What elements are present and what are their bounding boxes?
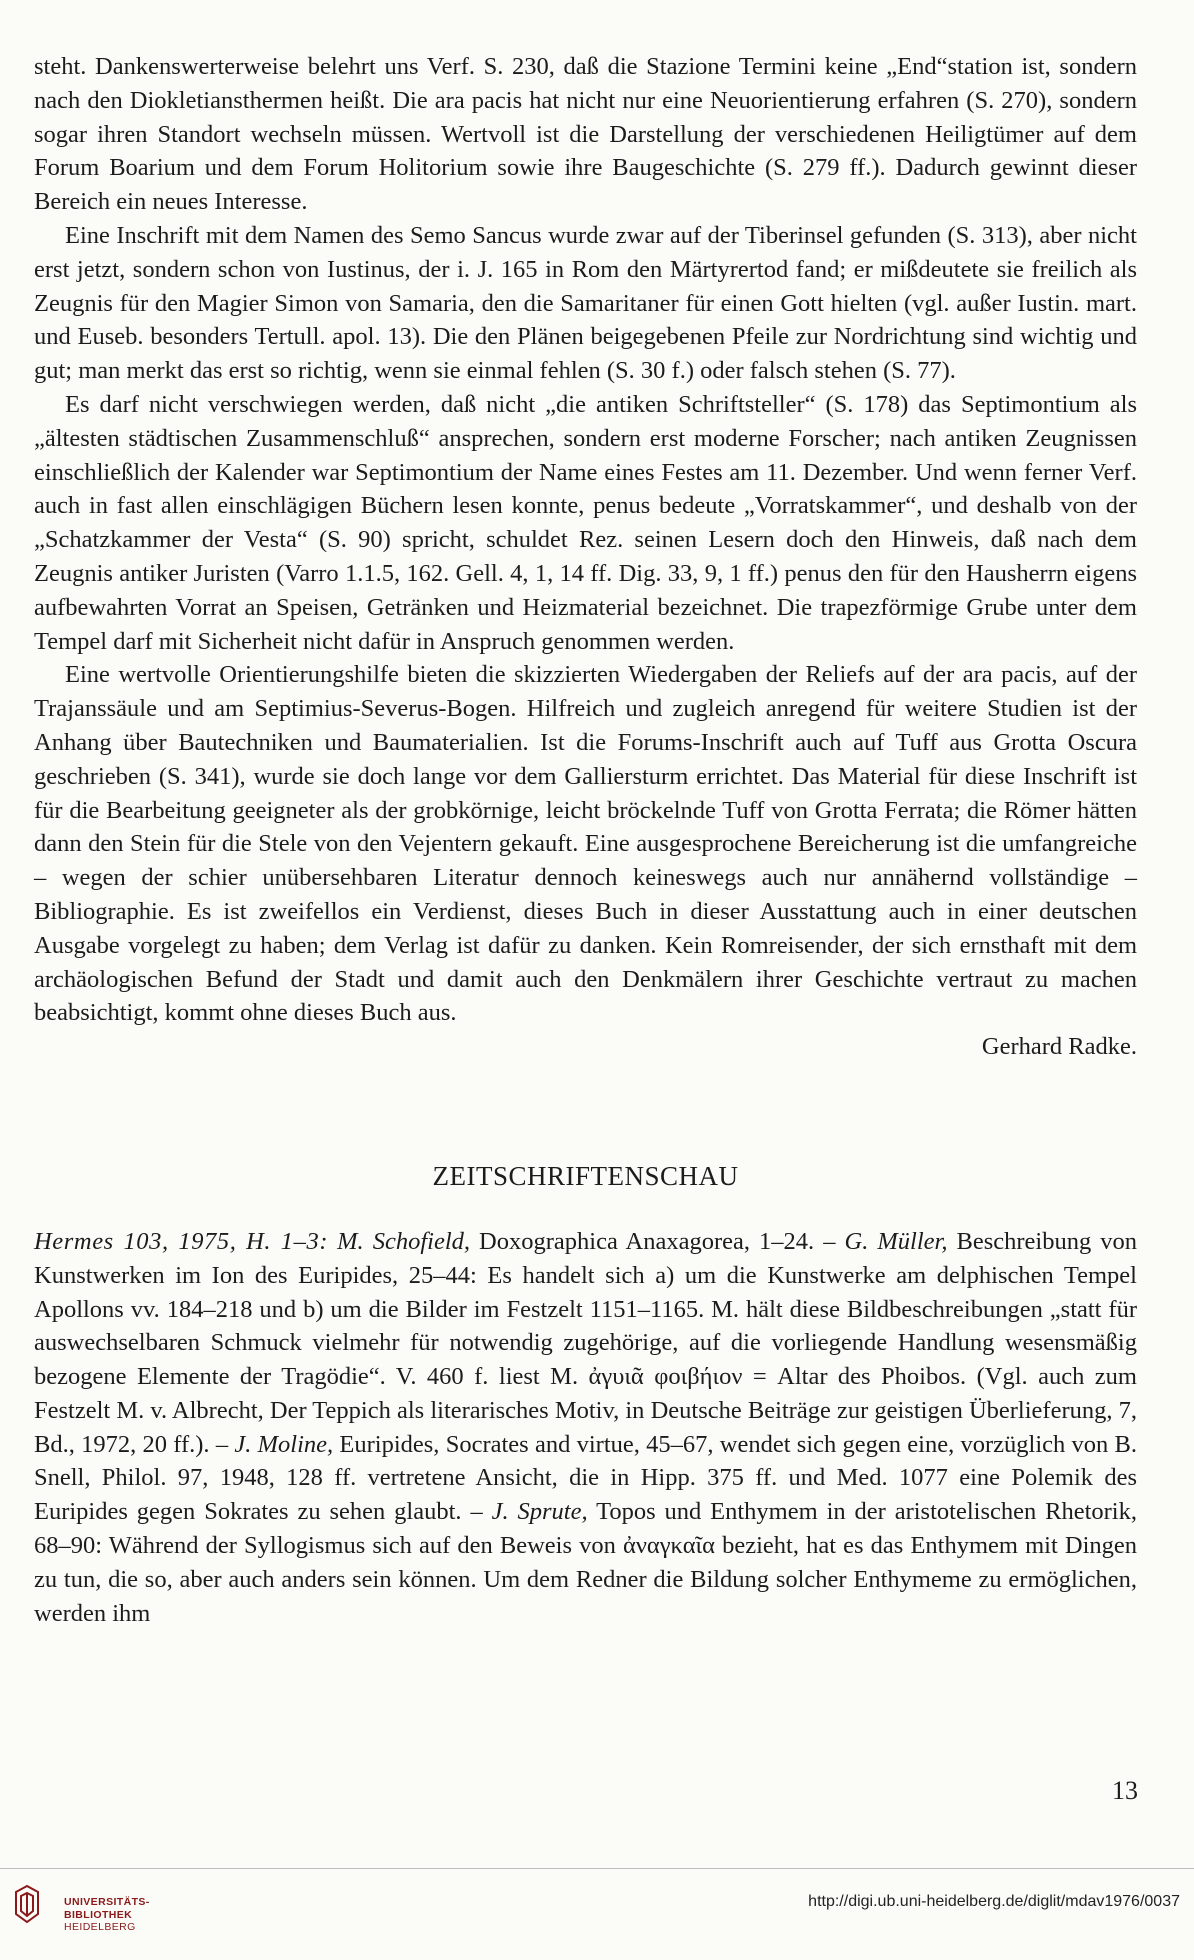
journal-reference: Hermes 103, 1975, H. 1–3: (34, 1227, 329, 1255)
review-signature: Gerhard Radke. (981, 1033, 1137, 1061)
review-paragraph-1: steht. Dankenswerterweise belehrt uns Verf. S. 230, daß die Stazione Termini keine „End“station ist, sondern nach den Diokletiansthermen heißt. Die ara pacis hat nicht nur eine Neuorientierung erfahren (S. 270), sondern sogar ihren Standort wechseln müssen. Wertvoll ist die Darstellung der verschiedenen Heiligtümer auf dem Forum Boarium und dem Forum Holitorium sowie ihre Baugeschichte (S. 279 ff.). Dadurch gewinnt dieser Bereich ein neues Interesse. (34, 53, 1137, 216)
review-paragraph-2: Eine Inschrift mit dem Namen des Semo Sancus wurde zwar auf der Tiberinsel gefunden (S. 313), aber nicht erst jetzt, sondern schon von Iustinus, der i. J. 165 in Rom den Märtyrertod fand; er mißdeutete sie freilich als Zeugnis für den Magier Simon von Samaria, den die Samaritaner für einen Gott hielten (vgl. außer Iustin. mart. und Euseb. besonders Tertull. apol. 13). Die den Plänen beigegebenen Pfeile zur Nordrichtung sind wichtig und gut; man merkt das erst so richtig, wenn sie einmal fehlen (S. 30 f.) oder falsch stehen (S. 77). (34, 221, 1137, 385)
institution-line-3: HEIDELBERG (64, 1921, 136, 1933)
entry-text-3: Euripides, Socrates and virtue, 45–67, wendet sich gegen eine, vorzüglich von B. Snell, Philol. 97, 1948, 128 ff. vertretene Ansicht, die in Hipp. 375 ff. und Med. 1077 eine Polemik des Euripides gegen Sokrates zu sehen glaubt. – (34, 1430, 1138, 1526)
entry-text-1: Doxographica Anaxagorea, 1–24. – (470, 1227, 845, 1255)
author-moline: J. Moline, (234, 1430, 334, 1458)
author-schofield: M. Schofield, (337, 1227, 471, 1255)
page-body (34, 50, 1137, 1630)
review-paragraph-4: Eine wertvolle Orientierungshilfe bieten die skizzierten Wiedergaben der Reliefs auf der ara pacis, auf der Trajanssäule und am Septimius-Severus-Bogen. Hilfreich und zugleich anregend für weitere Studien ist der Anhang über Bautechniken und Baumaterialien. Ist die Forums-Inschrift auch auf Tuff aus Grotta Oscura geschrieben (S. 341), wurde sie doch lange vor dem Galliersturm errichtet. Das Material für diese Inschrift ist für die Bearbeitung geeigneter als der grobkörnige, leicht bröckelnde Tuff von Grotta Ferrata; die Römer hätten dann den Stein für die Stele von den Vejentern gekauft. Eine ausgesprochene Bereicherung ist die umfangreiche – wegen der schier unübersehbaren Literatur dennoch keineswegs auch nur annähernd vollständige – Bibliographie. Es ist zweifellos ein Verdienst, dieses Buch in dieser Ausstattung auch in einer deutschen Ausgabe vorgelegt zu haben; dem Verlag ist dafür zu danken. Kein Romreisender, der sich ernsthaft mit dem archäologischen Befund der Stadt und damit auch den Denkmälern ihrer Geschichte vertraut zu machen beabsichtigt, kommt ohne dieses Buch aus. (34, 661, 1137, 1027)
section-heading: ZEITSCHRIFTENSCHAU (432, 1160, 739, 1191)
hermes-entry (34, 1225, 1137, 1631)
institution-line-1: UNIVERSITÄTS- (64, 1896, 150, 1908)
footer-url-link[interactable]: http://digi.ub.uni-heidelberg.de/diglit/mdav1976/0037 (808, 1893, 1180, 1910)
author-mueller: G. Müller, (844, 1227, 948, 1255)
author-sprute: J. Sprute, (491, 1498, 588, 1526)
page-number: 13 (1112, 1776, 1138, 1805)
entry-text-4: Topos und Enthymem in der aristotelischen Rhetorik, 68–90: Während der Syllogismus sich auf den Beweis von ἀναγκαῖα bezieht, hat es das Enthymem mit Dingen zu tun, die so, aber auch anders sein können. Um dem Redner die Bildung solcher Enthymeme zu ermöglichen, werden ihm (34, 1498, 1137, 1627)
institution-line-2: BIBLIOTHEK (64, 1908, 133, 1921)
entry-text-2: Beschreibung von Kunstwerken im Ion des Euripides, 25–44: Es handelt sich a) um die Kunstwerke am delphischen Tempel Apollons vv. 184–218 und b) um die Bilder im Festzelt 1151–1165. M. hält diese Bildbeschreibungen „statt für auswechselbaren Schmuck vielmehr für notwendig zugehörige, auf die vorliegende Handlung wesensmäßig bezogene Elemente der Tragödie“. V. 460 f. liest M. ἀγυιᾶ φοιβήιον = Altar des Phoibos. (Vgl. auch zum Festzelt M. v. Albrecht, Der Teppich als literarisches Motiv, in Deutsche Beiträge zur geistigen Überlieferung, 7, Bd., 1972, 20 ff.). – (34, 1227, 1137, 1458)
ub-heidelberg-logo-icon (12, 1884, 42, 1924)
footer-institution (64, 1896, 150, 1934)
footer-divider (0, 1868, 1194, 1869)
review-paragraph-3: Es darf nicht verschwiegen werden, daß nicht „die antiken Schriftsteller“ (S. 178) das Septimontium als „ältesten städtischen Zusammenschluß“ ansprechen, sondern erst moderne Forscher; nach antiken Zeugnissen einschließlich der Kalender war Septimontium der Name eines Festes am 11. Dezember. Und wenn ferner Verf. auch in fast allen einschlägigen Büchern lesen konnte, penus bedeute „Vorratskammer“, und deshalb von der „Schatzkammer der Vesta“ (S. 90) spricht, schuldet Rez. seinen Lesern doch den Hinweis, daß nach dem Zeugnis antiker Juristen (Varro 1.1.5, 162. Gell. 4, 1, 14 ff. Dig. 33, 9, 1 ff.) penus den für den Hausherrn eigens aufbewahrten Vorrat an Speisen, Getränken und Heizmaterial bezeichnet. Die trapezförmige Grube unter dem Tempel darf mit Sicherheit nicht dafür in Anspruch genommen werden. (34, 390, 1137, 655)
